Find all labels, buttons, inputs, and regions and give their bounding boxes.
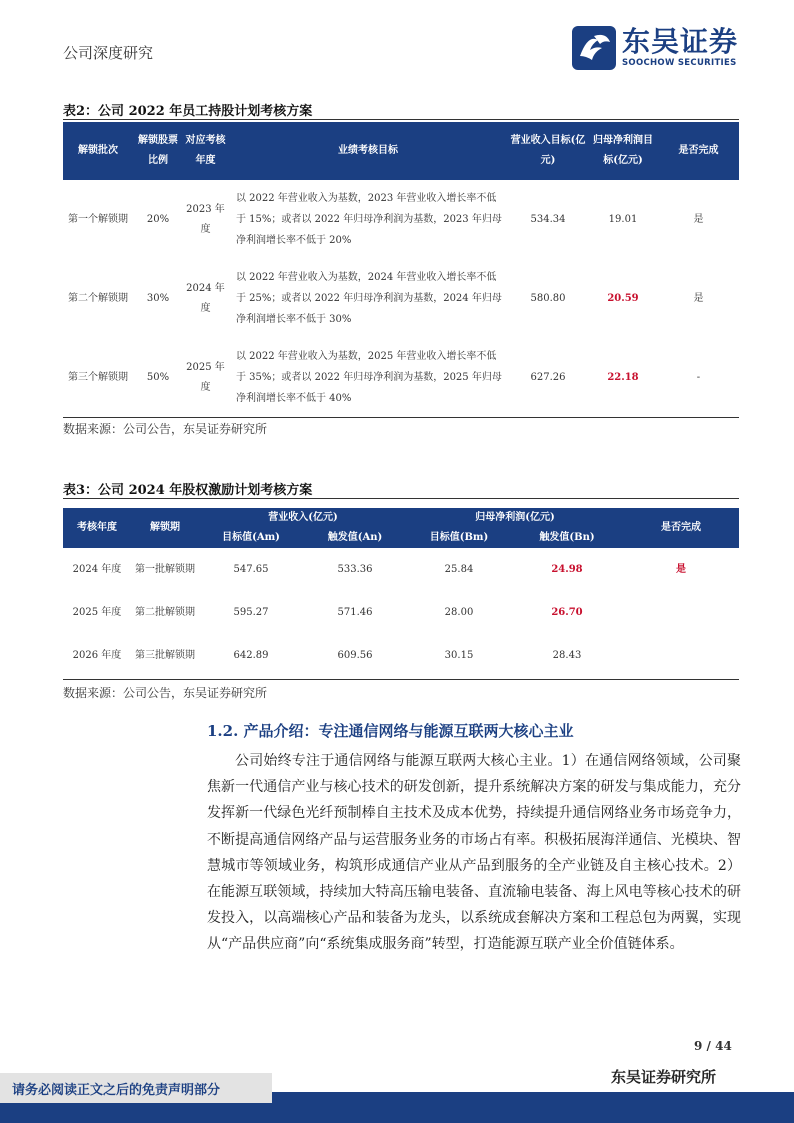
table2-cell: 第二个解锁期 — [68, 292, 128, 304]
table3-row — [63, 634, 739, 677]
table2-header-cell: 营业收入目标(亿元) — [508, 122, 588, 180]
table2 — [63, 122, 739, 417]
table3-cell: 是 — [676, 563, 686, 575]
table3-cell: 25.84 — [444, 563, 474, 575]
table2-cell: 627.26 — [530, 371, 566, 383]
table3-source: 数据来源：公司公告，东吴证券研究所 — [63, 686, 268, 700]
table3-cell: 2025 年度 — [72, 606, 122, 618]
table2-header-cell: 解锁股票比例 — [133, 122, 183, 180]
logo-english-name: SOOCHOW SECURITIES — [622, 58, 737, 68]
table3-cell: 2026 年度 — [72, 649, 122, 661]
table2-cell: 580.80 — [530, 292, 566, 304]
table3-cell: 第二批解锁期 — [135, 606, 195, 618]
table2-header-cell: 业绩考核目标 — [228, 122, 508, 180]
table2-top-rule — [63, 119, 739, 120]
table2-bottom-rule — [63, 417, 739, 418]
table2-cell: - — [696, 371, 701, 383]
table2-header-cell: 归母净利润目标(亿元) — [588, 122, 658, 180]
table2-cell: 以 2022 年营业收入为基数，2025 年营业收入增长率不低于 35%；或者以 2022 年归母净利润为基数，2025 年归母净利润增长率不低于 40% — [236, 351, 502, 404]
footer-brand: 东吴证券研究所 — [611, 1068, 717, 1086]
table3-bottom-rule — [63, 679, 739, 680]
table2-cell: 第一个解锁期 — [68, 213, 128, 225]
table3-header-cell: 解锁期 — [131, 508, 199, 548]
table2-cell: 534.34 — [530, 213, 566, 225]
table3-row — [63, 548, 739, 591]
table2-title: 表2：公司 2022 年员工持股计划考核方案 — [63, 104, 313, 119]
table2-row — [63, 180, 739, 259]
table3-subheader-cell: 目标值(Bm) — [407, 528, 511, 548]
table3 — [63, 508, 739, 677]
table2-header-cell: 解锁批次 — [63, 122, 133, 180]
table3-cell: 28.43 — [552, 649, 582, 661]
table3-cell: 609.56 — [337, 649, 373, 661]
table2-row — [63, 259, 739, 338]
table3-cell: 24.98 — [551, 563, 583, 575]
table3-cell: 第一批解锁期 — [135, 563, 195, 575]
page-number: 9 / 44 — [694, 1039, 732, 1053]
table2-header-cell: 对应考核年度 — [183, 122, 228, 180]
table2-cell: 50% — [146, 371, 170, 383]
table3-cell: 595.27 — [233, 606, 269, 618]
table3-subheader-cell: 触发值(Bn) — [511, 528, 623, 548]
table3-cell: 533.36 — [337, 563, 373, 575]
header-section-label: 公司深度研究 — [63, 44, 154, 62]
section-heading: 1.2. 产品介绍：专注通信网络与能源互联两大核心主业 — [207, 722, 574, 740]
table3-top-rule — [63, 498, 739, 499]
table3-cell — [623, 634, 739, 677]
table2-cell: 是 — [693, 292, 704, 304]
table3-cell: 2024 年度 — [72, 563, 122, 575]
section-body: 公司始终专注于通信网络与能源互联两大核心主业。1）在通信网络领域，公司聚焦新一代通信产业与核心技术的研发创新，提升系统解决方案的研发与集成能力，充分发挥新一代绿色光纤预制棒自主技术及成本优势，持续提升通信网络业务市场竞争力，不断提高通信网络产品与运营服务业务的市场占有率。积极拓展海洋通信、光模块、智慧城市等领域业务，构筑形成通信产业从产品到服务的全产业链及自主核心技术。2）在能源互联领域，持续加大特高压输电装备、直流输电装备、海上风电等核心技术的研发投入，以高端核心产品和装备为龙头，以系统成套解决方案和工程总包为两翼，实现从“产品供应商”向“系统集成服务商”转型，打造能源互联产业全价值链体系。 — [207, 753, 741, 953]
table3-subheader-cell: 触发值(An) — [303, 528, 407, 548]
table2-cell: 以 2022 年营业收入为基数，2024 年营业收入增长率不低于 25%；或者以 2022 年归母净利润为基数，2024 年归母净利润增长率不低于 30% — [236, 272, 502, 325]
table2-cell: 第三个解锁期 — [68, 371, 128, 383]
table2-source: 数据来源：公司公告，东吴证券研究所 — [63, 422, 268, 436]
table2-header-cell: 是否完成 — [658, 122, 739, 180]
table2-row — [63, 338, 739, 417]
table2-cell: 2024 年度 — [186, 282, 225, 314]
company-logo — [572, 26, 752, 70]
table2-cell: 19.01 — [608, 213, 638, 225]
table2-cell: 是 — [693, 213, 704, 225]
table3-cell: 642.89 — [233, 649, 269, 661]
table3-cell: 第三批解锁期 — [135, 649, 195, 661]
table2-cell: 20.59 — [607, 292, 639, 304]
table3-row — [63, 591, 739, 634]
logo-chinese-name: 东吴证券 — [622, 25, 739, 58]
footer-disclaimer-box — [0, 1073, 272, 1103]
table2-cell: 30% — [146, 292, 170, 304]
soochow-logo-icon — [572, 26, 616, 70]
table3-cell: 571.46 — [337, 606, 373, 618]
table3-subheader-cell: 目标值(Am) — [199, 528, 303, 548]
table2-cell: 20% — [146, 213, 170, 225]
table3-cell: 26.70 — [551, 606, 583, 618]
table3-title: 表3：公司 2024 年股权激励计划考核方案 — [63, 483, 313, 498]
table3-cell: 547.65 — [233, 563, 269, 575]
table3-header-cell: 归母净利润(亿元) — [407, 508, 623, 528]
table2-cell: 22.18 — [607, 371, 639, 383]
footer-disclaimer: 请务必阅读正文之后的免责声明部分 — [12, 1083, 221, 1098]
table3-header-cell: 是否完成 — [623, 508, 739, 548]
table3-header-cell: 营业收入(亿元) — [199, 508, 407, 528]
table3-header-cell: 考核年度 — [63, 508, 131, 548]
table3-cell: 30.15 — [444, 649, 474, 661]
table2-cell: 2025 年度 — [186, 361, 225, 393]
table2-cell: 以 2022 年营业收入为基数，2023 年营业收入增长率不低于 15%；或者以 2022 年归母净利润为基数，2023 年归母净利润增长率不低于 20% — [236, 193, 502, 246]
table3-cell — [623, 591, 739, 634]
table3-cell: 28.00 — [444, 606, 474, 618]
table2-cell: 2023 年度 — [186, 203, 225, 235]
